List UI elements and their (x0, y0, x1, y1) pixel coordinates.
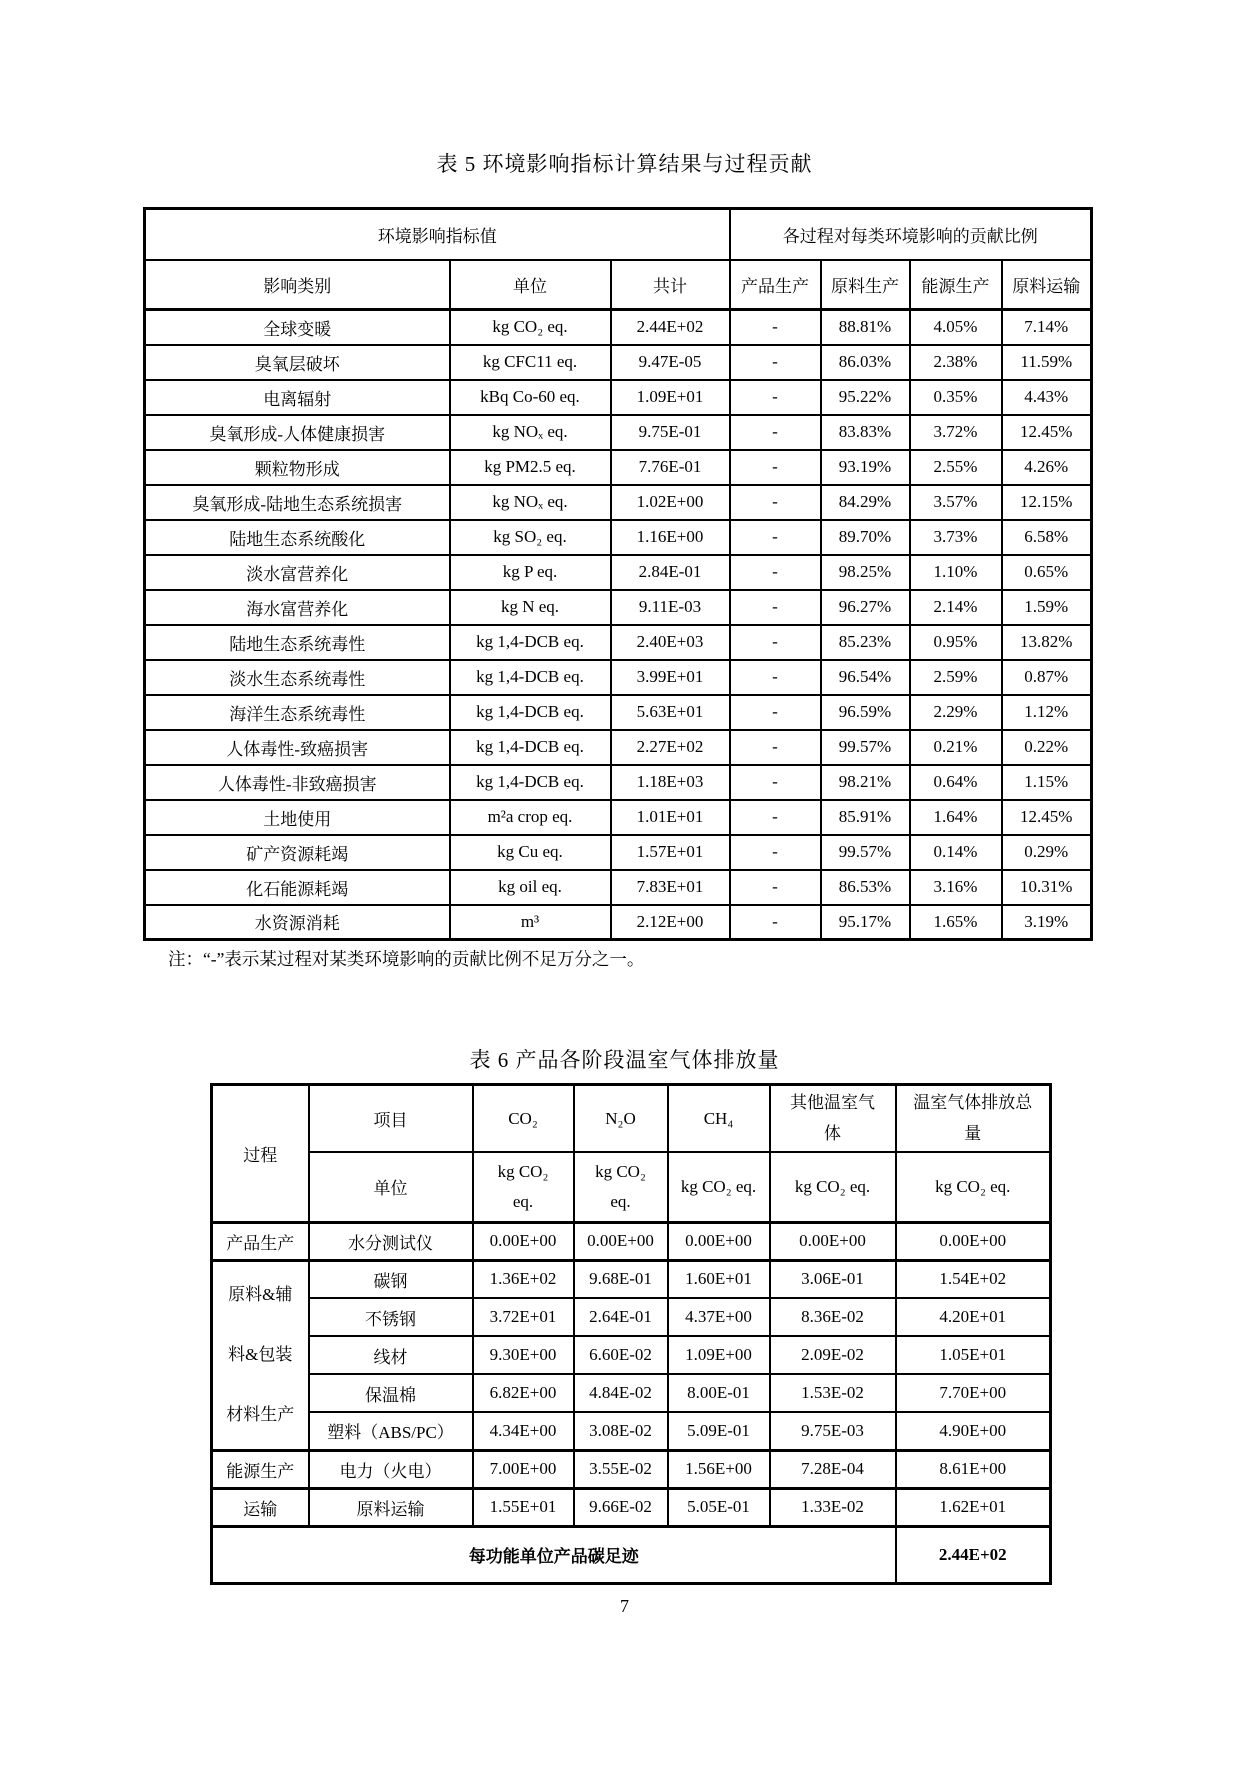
table-row (145, 590, 1092, 625)
value-cell: 1.60E+01 (668, 1260, 770, 1298)
table-row (145, 555, 1092, 590)
group-header-contribution-ratio: 各过程对每类环境影响的贡献比例 (730, 209, 1092, 260)
row-label-cell: 全球变暖 (145, 310, 450, 345)
value-cell: 86.03% (821, 345, 910, 380)
value-cell: - (730, 870, 821, 905)
value-cell: - (730, 660, 821, 695)
col-header-unit: 单位 (309, 1152, 473, 1222)
value-cell: 2.09E-02 (770, 1336, 896, 1374)
row-label-cell: 化石能源耗竭 (145, 870, 450, 905)
value-cell: 7.76E-01 (611, 450, 730, 485)
row-label-cell: 臭氧层破坏 (145, 345, 450, 380)
table-row (145, 380, 1092, 415)
value-cell: - (730, 520, 821, 555)
table-row (212, 1488, 1051, 1526)
col-header-material-transport: 原料运输 (1002, 260, 1092, 310)
item-cell: 原料运输 (309, 1488, 473, 1526)
row-label-cell: 海洋生态系统毒性 (145, 695, 450, 730)
value-cell: 2.64E-01 (574, 1298, 668, 1336)
table-row (145, 800, 1092, 835)
carbon-footprint-label: 每功能单位产品碳足迹 (212, 1526, 896, 1583)
value-cell: 9.75E-01 (611, 415, 730, 450)
process-group-label: 运输 (212, 1488, 309, 1526)
table5-body (145, 310, 1092, 940)
value-cell: 88.81% (821, 310, 910, 345)
value-cell: - (730, 485, 821, 520)
value-cell: kg PM2.5 eq. (450, 450, 611, 485)
row-label-cell: 臭氧形成-人体健康损害 (145, 415, 450, 450)
value-cell: 0.65% (1002, 555, 1092, 590)
item-cell: 水分测试仪 (309, 1222, 473, 1260)
value-cell: 10.31% (1002, 870, 1092, 905)
table-row (212, 1260, 1051, 1298)
item-cell: 碳钢 (309, 1260, 473, 1298)
value-cell: 96.27% (821, 590, 910, 625)
value-cell: - (730, 415, 821, 450)
value-cell: 2.14% (910, 590, 1002, 625)
process-group-label: 能源生产 (212, 1450, 309, 1488)
value-cell: - (730, 380, 821, 415)
value-cell: kg 1,4-DCB eq. (450, 625, 611, 660)
value-cell: 1.33E-02 (770, 1488, 896, 1526)
value-cell: kg SO₂ eq. (450, 520, 611, 555)
value-cell: 1.09E+00 (668, 1336, 770, 1374)
table5-note: 注：“-”表示某过程对某类环境影响的贡献比例不足万分之一。 (168, 949, 645, 969)
value-cell: 5.05E-01 (668, 1488, 770, 1526)
col-header-ghg-total: 温室气体排放总量 (896, 1085, 1051, 1153)
row-label-cell: 人体毒性-致癌损害 (145, 730, 450, 765)
value-cell: 8.36E-02 (770, 1298, 896, 1336)
value-cell: 4.20E+01 (896, 1298, 1051, 1336)
value-cell: - (730, 800, 821, 835)
value-cell: 1.01E+01 (611, 800, 730, 835)
value-cell: 85.91% (821, 800, 910, 835)
row-label-cell: 海水富营养化 (145, 590, 450, 625)
table5-env-impact (143, 207, 1093, 941)
value-cell: 7.14% (1002, 310, 1092, 345)
table6-header-row-1 (212, 1085, 1051, 1153)
col-header-material-production: 原料生产 (821, 260, 910, 310)
col-header-ch4: CH₄ (668, 1085, 770, 1153)
value-cell: 1.55E+01 (473, 1488, 574, 1526)
table-row (145, 415, 1092, 450)
value-cell: 1.12% (1002, 695, 1092, 730)
value-cell: 95.17% (821, 905, 910, 940)
col-header-product-production: 产品生产 (730, 260, 821, 310)
value-cell: 9.11E-03 (611, 590, 730, 625)
value-cell: 2.38% (910, 345, 1002, 380)
value-cell: 99.57% (821, 730, 910, 765)
col-header-unit: 单位 (450, 260, 611, 310)
item-cell: 电力（火电） (309, 1450, 473, 1488)
value-cell: 1.10% (910, 555, 1002, 590)
value-cell: 0.00E+00 (668, 1222, 770, 1260)
table6-title: 表 6 产品各阶段温室气体排放量 (469, 1048, 780, 1072)
value-cell: 0.35% (910, 380, 1002, 415)
value-cell: 0.14% (910, 835, 1002, 870)
value-cell: 96.54% (821, 660, 910, 695)
value-cell: kg 1,4-DCB eq. (450, 660, 611, 695)
process-group-label: 产品生产 (212, 1222, 309, 1260)
value-cell: kg N eq. (450, 590, 611, 625)
value-cell: 0.64% (910, 765, 1002, 800)
value-cell: 4.05% (910, 310, 1002, 345)
value-cell: 86.53% (821, 870, 910, 905)
row-label-cell: 颗粒物形成 (145, 450, 450, 485)
row-label-cell: 淡水富营养化 (145, 555, 450, 590)
value-cell: 2.29% (910, 695, 1002, 730)
value-cell: - (730, 310, 821, 345)
table5-header (145, 209, 1092, 310)
table-row (212, 1222, 1051, 1260)
table-row (145, 765, 1092, 800)
value-cell: 1.64% (910, 800, 1002, 835)
value-cell: - (730, 625, 821, 660)
table-row (212, 1298, 1051, 1336)
table-row (145, 870, 1092, 905)
value-cell: 12.45% (1002, 800, 1092, 835)
value-cell: 84.29% (821, 485, 910, 520)
value-cell: kg NOₓ eq. (450, 415, 611, 450)
value-cell: 0.00E+00 (574, 1222, 668, 1260)
value-cell: 1.36E+02 (473, 1260, 574, 1298)
table-row (145, 730, 1092, 765)
value-cell: 83.83% (821, 415, 910, 450)
value-cell: 2.40E+03 (611, 625, 730, 660)
unit-ghg-total: kg CO₂ eq. (896, 1152, 1051, 1222)
value-cell: 4.84E-02 (574, 1374, 668, 1412)
table-row (212, 1374, 1051, 1412)
value-cell: 0.21% (910, 730, 1002, 765)
row-label-cell: 淡水生态系统毒性 (145, 660, 450, 695)
row-label-cell: 人体毒性-非致癌损害 (145, 765, 450, 800)
value-cell: 9.47E-05 (611, 345, 730, 380)
table5-column-header-row (145, 260, 1092, 310)
value-cell: 96.59% (821, 695, 910, 730)
value-cell: - (730, 730, 821, 765)
value-cell: 3.06E-01 (770, 1260, 896, 1298)
value-cell: 9.66E-02 (574, 1488, 668, 1526)
table6-header-row-2 (212, 1152, 1051, 1222)
value-cell: 0.95% (910, 625, 1002, 660)
value-cell: 89.70% (821, 520, 910, 555)
item-cell: 不锈钢 (309, 1298, 473, 1336)
table6-body (212, 1222, 1051, 1526)
table-row (145, 835, 1092, 870)
value-cell: 1.02E+00 (611, 485, 730, 520)
value-cell: 4.43% (1002, 380, 1092, 415)
table-row (145, 660, 1092, 695)
value-cell: 3.57% (910, 485, 1002, 520)
value-cell: 13.82% (1002, 625, 1092, 660)
col-header-total: 共计 (611, 260, 730, 310)
value-cell: 95.22% (821, 380, 910, 415)
value-cell: 4.37E+00 (668, 1298, 770, 1336)
value-cell: m³ (450, 905, 611, 940)
value-cell: 1.57E+01 (611, 835, 730, 870)
value-cell: 2.59% (910, 660, 1002, 695)
col-header-other-ghg: 其他温室气体 (770, 1085, 896, 1153)
row-label-cell: 土地使用 (145, 800, 450, 835)
value-cell: kg oil eq. (450, 870, 611, 905)
value-cell: 4.26% (1002, 450, 1092, 485)
value-cell: 98.21% (821, 765, 910, 800)
value-cell: - (730, 555, 821, 590)
value-cell: m²a crop eq. (450, 800, 611, 835)
value-cell: 1.18E+03 (611, 765, 730, 800)
value-cell: 12.15% (1002, 485, 1092, 520)
table-row (212, 1336, 1051, 1374)
value-cell: 93.19% (821, 450, 910, 485)
table-row (212, 1412, 1051, 1450)
value-cell: 1.62E+01 (896, 1488, 1051, 1526)
value-cell: 9.75E-03 (770, 1412, 896, 1450)
table-row (145, 905, 1092, 940)
col-header-n2o: N₂O (574, 1085, 668, 1153)
col-header-process: 过程 (212, 1085, 309, 1223)
value-cell: 8.61E+00 (896, 1450, 1051, 1488)
value-cell: 0.00E+00 (896, 1222, 1051, 1260)
value-cell: 1.53E-02 (770, 1374, 896, 1412)
unit-other-ghg: kg CO₂ eq. (770, 1152, 896, 1222)
table-row (145, 310, 1092, 345)
value-cell: 3.19% (1002, 905, 1092, 940)
col-header-co2: CO₂ (473, 1085, 574, 1153)
col-header-item: 项目 (309, 1085, 473, 1153)
value-cell: 9.30E+00 (473, 1336, 574, 1374)
value-cell: 12.45% (1002, 415, 1092, 450)
table-row (212, 1450, 1051, 1488)
value-cell: 3.16% (910, 870, 1002, 905)
table-row (145, 625, 1092, 660)
table6-ghg-emissions (210, 1083, 1052, 1585)
value-cell: 85.23% (821, 625, 910, 660)
value-cell: 4.34E+00 (473, 1412, 574, 1450)
value-cell: - (730, 345, 821, 380)
item-cell: 线材 (309, 1336, 473, 1374)
value-cell: 6.58% (1002, 520, 1092, 555)
value-cell: - (730, 695, 821, 730)
item-cell: 塑料（ABS/PC） (309, 1412, 473, 1450)
value-cell: 3.72E+01 (473, 1298, 574, 1336)
value-cell: 2.27E+02 (611, 730, 730, 765)
value-cell: 2.44E+02 (611, 310, 730, 345)
value-cell: 8.00E-01 (668, 1374, 770, 1412)
value-cell: 1.16E+00 (611, 520, 730, 555)
value-cell: 0.00E+00 (770, 1222, 896, 1260)
row-label-cell: 矿产资源耗竭 (145, 835, 450, 870)
process-group-label: 原料&辅料&包装材料生产 (212, 1260, 309, 1450)
value-cell: 11.59% (1002, 345, 1092, 380)
value-cell: 99.57% (821, 835, 910, 870)
table5-title: 表 5 环境影响指标计算结果与过程贡献 (436, 152, 813, 176)
value-cell: kg CFC11 eq. (450, 345, 611, 380)
value-cell: kg 1,4-DCB eq. (450, 730, 611, 765)
value-cell: 9.68E-01 (574, 1260, 668, 1298)
value-cell: kg 1,4-DCB eq. (450, 765, 611, 800)
row-label-cell: 臭氧形成-陆地生态系统损害 (145, 485, 450, 520)
value-cell: 0.87% (1002, 660, 1092, 695)
value-cell: 5.63E+01 (611, 695, 730, 730)
row-label-cell: 陆地生态系统毒性 (145, 625, 450, 660)
value-cell: 6.60E-02 (574, 1336, 668, 1374)
value-cell: 0.00E+00 (473, 1222, 574, 1260)
table-row (145, 485, 1092, 520)
value-cell: kg Cu eq. (450, 835, 611, 870)
value-cell: 7.70E+00 (896, 1374, 1051, 1412)
value-cell: 6.82E+00 (473, 1374, 574, 1412)
value-cell: - (730, 835, 821, 870)
row-label-cell: 水资源消耗 (145, 905, 450, 940)
value-cell: - (730, 765, 821, 800)
value-cell: kBq Co-60 eq. (450, 380, 611, 415)
value-cell: 3.72% (910, 415, 1002, 450)
value-cell: 7.00E+00 (473, 1450, 574, 1488)
value-cell: 1.09E+01 (611, 380, 730, 415)
value-cell: 98.25% (821, 555, 910, 590)
value-cell: 1.05E+01 (896, 1336, 1051, 1374)
group-header-indicator-values: 环境影响指标值 (145, 209, 730, 260)
value-cell: 2.84E-01 (611, 555, 730, 590)
unit-ch4: kg CO₂ eq. (668, 1152, 770, 1222)
unit-co2: kg CO₂ eq. (473, 1152, 574, 1222)
value-cell: 3.73% (910, 520, 1002, 555)
table-row (145, 450, 1092, 485)
value-cell: 3.55E-02 (574, 1450, 668, 1488)
table5-group-header-row (145, 209, 1092, 260)
carbon-footprint-row (212, 1526, 1051, 1583)
value-cell: 1.56E+00 (668, 1450, 770, 1488)
table-row (145, 345, 1092, 380)
value-cell: 0.22% (1002, 730, 1092, 765)
value-cell: 1.59% (1002, 590, 1092, 625)
col-header-impact-category: 影响类别 (145, 260, 450, 310)
carbon-footprint-value: 2.44E+02 (896, 1526, 1051, 1583)
value-cell: kg CO₂ eq. (450, 310, 611, 345)
value-cell: 0.29% (1002, 835, 1092, 870)
value-cell: - (730, 590, 821, 625)
item-cell: 保温棉 (309, 1374, 473, 1412)
value-cell: 1.54E+02 (896, 1260, 1051, 1298)
value-cell: 3.99E+01 (611, 660, 730, 695)
value-cell: 3.08E-02 (574, 1412, 668, 1450)
table-row (145, 520, 1092, 555)
value-cell: 5.09E-01 (668, 1412, 770, 1450)
value-cell: kg P eq. (450, 555, 611, 590)
row-label-cell: 电离辐射 (145, 380, 450, 415)
value-cell: kg 1,4-DCB eq. (450, 695, 611, 730)
value-cell: 7.28E-04 (770, 1450, 896, 1488)
value-cell: 1.15% (1002, 765, 1092, 800)
table6-footer (212, 1526, 1051, 1583)
value-cell: - (730, 450, 821, 485)
value-cell: 1.65% (910, 905, 1002, 940)
col-header-energy-production: 能源生产 (910, 260, 1002, 310)
value-cell: - (730, 905, 821, 940)
table6-header (212, 1085, 1051, 1223)
row-label-cell: 陆地生态系统酸化 (145, 520, 450, 555)
table-row (145, 695, 1092, 730)
value-cell: 7.83E+01 (611, 870, 730, 905)
value-cell: 2.55% (910, 450, 1002, 485)
unit-n2o: kg CO₂ eq. (574, 1152, 668, 1222)
value-cell: kg NOₓ eq. (450, 485, 611, 520)
page-number: 7 (620, 1596, 629, 1616)
value-cell: 2.12E+00 (611, 905, 730, 940)
value-cell: 4.90E+00 (896, 1412, 1051, 1450)
